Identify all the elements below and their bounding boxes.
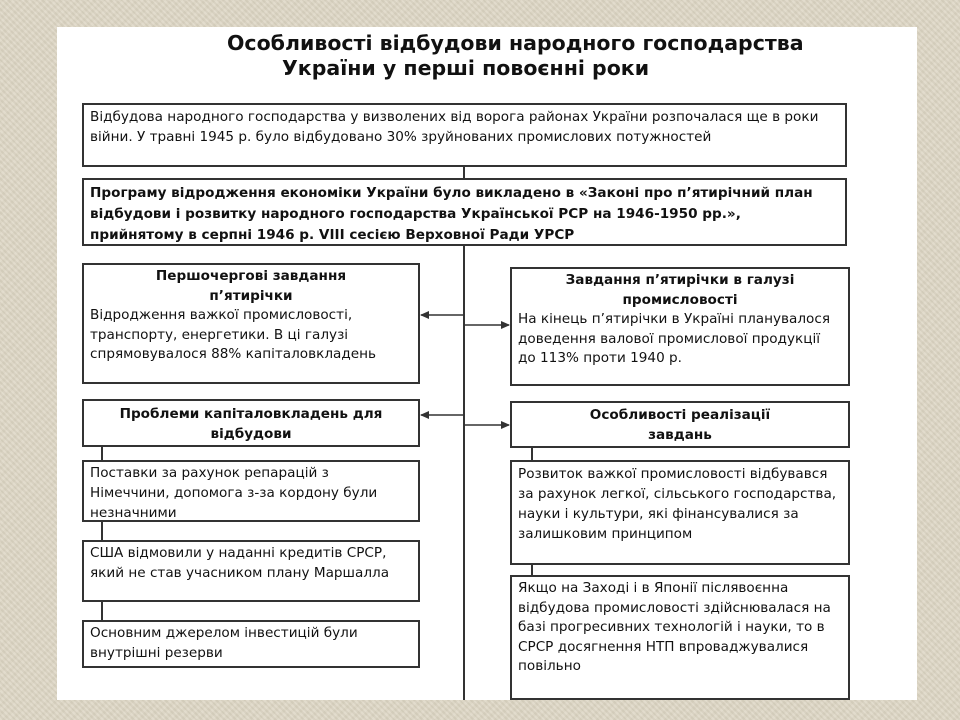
program-box xyxy=(82,178,847,246)
problem-item-internal-reserves xyxy=(82,620,420,668)
problem-text-internal-reserves: Основним джерелом інвестицій були внутрішні резерви xyxy=(90,625,358,661)
industry-tasks-heading: Завдання п’ятирічки в галузі промисловості xyxy=(565,272,795,308)
program-text: Програму відродження економіки України було викладено в «Законі про п’ятирічний план відбудови і розвитку народного господарства Української РСР на 1946-1950 рр.», прийнятому в серпні 1946 р. VIII сесією Верховної Ради УРСР xyxy=(90,185,813,243)
priority-tasks-heading: Першочергові завдання п’ятирічки xyxy=(155,268,347,304)
problems-heading: Проблеми капіталовкладень для відбудови xyxy=(119,406,383,442)
feature-text-ntp-lag: Якщо на Заході і в Японії післявоєнна відбудова промисловості здійснювалася на базі прогресивних технологій і науки, то в СРСР досягнення НТП впроваджувалися повільно xyxy=(518,580,831,674)
problem-item-reparations xyxy=(82,460,420,522)
industry-tasks-text: На кінець п’ятирічки в Україні планувалося доведення валової промислової продукції до 113% проти 1940 р. xyxy=(518,311,831,366)
priority-tasks-text: Відродження важкої промисловості, транспорту, енергетики. В ці галузі спрямовувалося 88% капіталовкладень xyxy=(90,307,377,362)
intro-text: Відбудова народного господарства у визволених від ворога районах України розпочалася ще в роки війни. У травні 1945 р. було відбудовано 30% зруйнованих промислових потужностей xyxy=(90,109,819,145)
feature-item-ntp-lag xyxy=(510,575,850,700)
problem-text-reparations: Поставки за рахунок репарацій з Німеччини, допомога з-за кордону були незначними xyxy=(90,465,378,521)
priority-tasks-box xyxy=(82,263,420,384)
problem-text-usa-credits: США відмовили у наданні кредитів СРСР, який не став учасником плану Маршалла xyxy=(90,545,390,581)
intro-box xyxy=(82,103,847,167)
title-line-2: України у перші повоєнні роки xyxy=(282,56,650,80)
features-heading-box xyxy=(510,401,850,448)
industry-tasks-box xyxy=(510,267,850,386)
feature-item-heavy-industry xyxy=(510,460,850,565)
features-heading: Особливості реалізації завдань xyxy=(589,407,771,443)
feature-text-heavy-industry: Розвиток важкої промисловості відбувався за рахунок легкої, сільського господарства, науки і культури, які фінансувалися за залишковим принципом xyxy=(518,466,837,542)
problem-item-usa-credits xyxy=(82,540,420,602)
problems-heading-box xyxy=(82,399,420,447)
slide-sheet xyxy=(57,27,917,700)
title-line-1: Особливості відбудови народного господарства xyxy=(227,31,804,55)
